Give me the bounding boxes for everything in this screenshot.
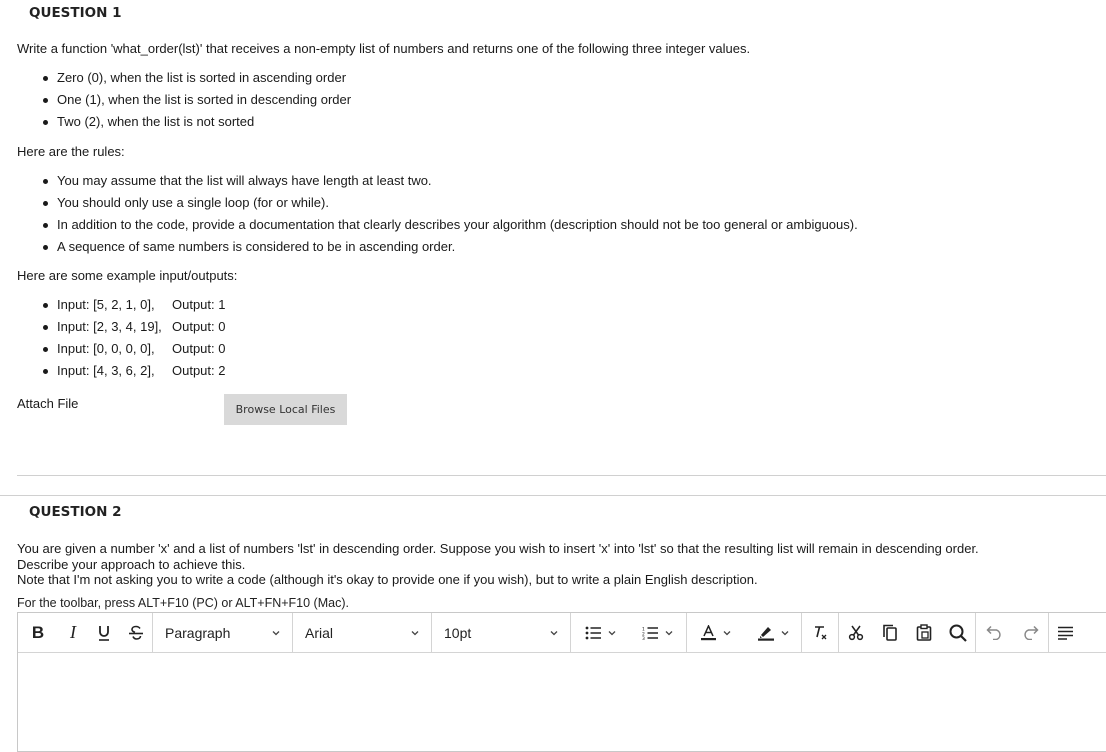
list-item: Input: [4, 3, 6, 2], Output: 2 [17, 360, 225, 382]
chevron-down-icon [665, 629, 673, 637]
chevron-down-icon [411, 629, 419, 637]
paste-icon [916, 624, 932, 641]
list-item: Input: [2, 3, 4, 19], Output: 0 [17, 316, 225, 338]
bullet-icon [43, 120, 48, 125]
list-item: Zero (0), when the list is sorted in ascending order [17, 67, 351, 89]
chevron-down-icon [781, 629, 789, 637]
paste-button[interactable] [907, 614, 941, 652]
list-item: Input: [5, 2, 1, 0], Output: 1 [17, 294, 225, 316]
bullet-icon [43, 76, 48, 81]
font-family-value: Arial [305, 624, 334, 641]
text-color-icon [700, 625, 717, 641]
font-size-select[interactable] [432, 614, 570, 652]
bullet-icon [43, 201, 48, 206]
list-item: A sequence of same numbers is considered to be in ascending order. [17, 236, 858, 258]
text-color-button[interactable] [687, 614, 744, 652]
chevron-down-icon [550, 629, 558, 637]
bold-icon: B [31, 622, 45, 642]
undo-icon [986, 625, 1003, 640]
font-size-value: 10pt [444, 624, 472, 641]
divider [17, 475, 1106, 476]
block-format-select[interactable] [153, 614, 292, 652]
font-family-select[interactable] [293, 614, 431, 652]
bullet-icon [43, 223, 48, 228]
cut-icon [848, 625, 864, 641]
bullet-icon [43, 325, 48, 330]
toolbar-hint: For the toolbar, press ALT+F10 (PC) or ALT+FN+F10 (Mac). [17, 596, 349, 610]
clear-formatting-button[interactable] [802, 614, 838, 652]
rich-text-editor [17, 612, 1106, 752]
strikethrough-button[interactable] [120, 614, 152, 652]
list-item: In addition to the code, provide a documentation that clearly describes your algorithm (description should not be too general or ambiguous). [17, 214, 858, 236]
bullet-icon [43, 179, 48, 184]
browse-local-files-button[interactable]: Browse Local Files [224, 394, 347, 425]
clear-formatting-icon [812, 625, 828, 641]
rules-list [17, 170, 858, 258]
redo-icon [1022, 625, 1039, 640]
block-format-value: Paragraph [165, 624, 231, 641]
strikethrough-icon [128, 625, 144, 641]
highlight-button[interactable] [744, 614, 801, 652]
svg-text:3: 3 [642, 636, 645, 640]
bullet-list-button[interactable] [571, 614, 629, 652]
numbered-list-icon [642, 626, 659, 640]
rules-heading: Here are the rules: [17, 144, 125, 159]
copy-icon [882, 624, 898, 641]
chevron-down-icon [723, 629, 731, 637]
align-button[interactable] [1049, 614, 1075, 652]
bullet-icon [43, 369, 48, 374]
find-icon [949, 624, 967, 642]
editor-text-area[interactable] [18, 653, 1106, 751]
question-1-title: QUESTION 1 [29, 5, 122, 21]
underline-icon [97, 625, 111, 641]
attach-file-label: Attach File [17, 396, 79, 411]
highlight-icon [757, 625, 775, 641]
chevron-down-icon [608, 629, 616, 637]
undo-button[interactable] [976, 614, 1012, 652]
bullet-icon [43, 245, 48, 250]
bullet-icon [43, 347, 48, 352]
return-values-list [17, 67, 351, 133]
find-button[interactable] [941, 614, 975, 652]
bullet-list-icon [585, 626, 602, 640]
list-item: Two (2), when the list is not sorted [17, 111, 351, 133]
bullet-icon [43, 303, 48, 308]
examples-heading: Here are some example input/outputs: [17, 268, 238, 283]
list-item: Input: [0, 0, 0, 0], Output: 0 [17, 338, 225, 360]
list-item: You may assume that the list will always have length at least two. [17, 170, 858, 192]
italic-button[interactable] [58, 614, 88, 652]
underline-button[interactable] [88, 614, 120, 652]
question-1-intro: Write a function 'what_order(lst)' that receives a non-empty list of numbers and returns one of the following three integer values. [17, 41, 751, 56]
list-item: You should only use a single loop (for or while). [17, 192, 858, 214]
editor-toolbar [18, 613, 1106, 653]
chevron-down-icon [272, 629, 280, 637]
examples-list [17, 294, 225, 382]
numbered-list-button[interactable] [629, 614, 686, 652]
svg-text:2: 2 [642, 632, 645, 637]
bold-button[interactable] [18, 614, 58, 652]
align-icon [1057, 626, 1073, 640]
question-2-text: You are given a number 'x' and a list of numbers 'lst' in descending order. Suppose you wish to insert 'x' into 'lst' so that the resulting list will remain in descending order. Describe your approach to achieve this. Note that I'm not asking you to write a code (although it's okay to provide one if you wish), but to write a plain English description. [17, 541, 979, 587]
list-item: One (1), when the list is sorted in descending order [17, 89, 351, 111]
redo-button[interactable] [1012, 614, 1048, 652]
italic-icon: I [70, 622, 76, 642]
divider [0, 495, 1106, 496]
question-2-title: QUESTION 2 [29, 504, 122, 520]
cut-button[interactable] [839, 614, 873, 652]
bullet-icon [43, 98, 48, 103]
copy-button[interactable] [873, 614, 907, 652]
svg-text:1: 1 [642, 627, 645, 632]
